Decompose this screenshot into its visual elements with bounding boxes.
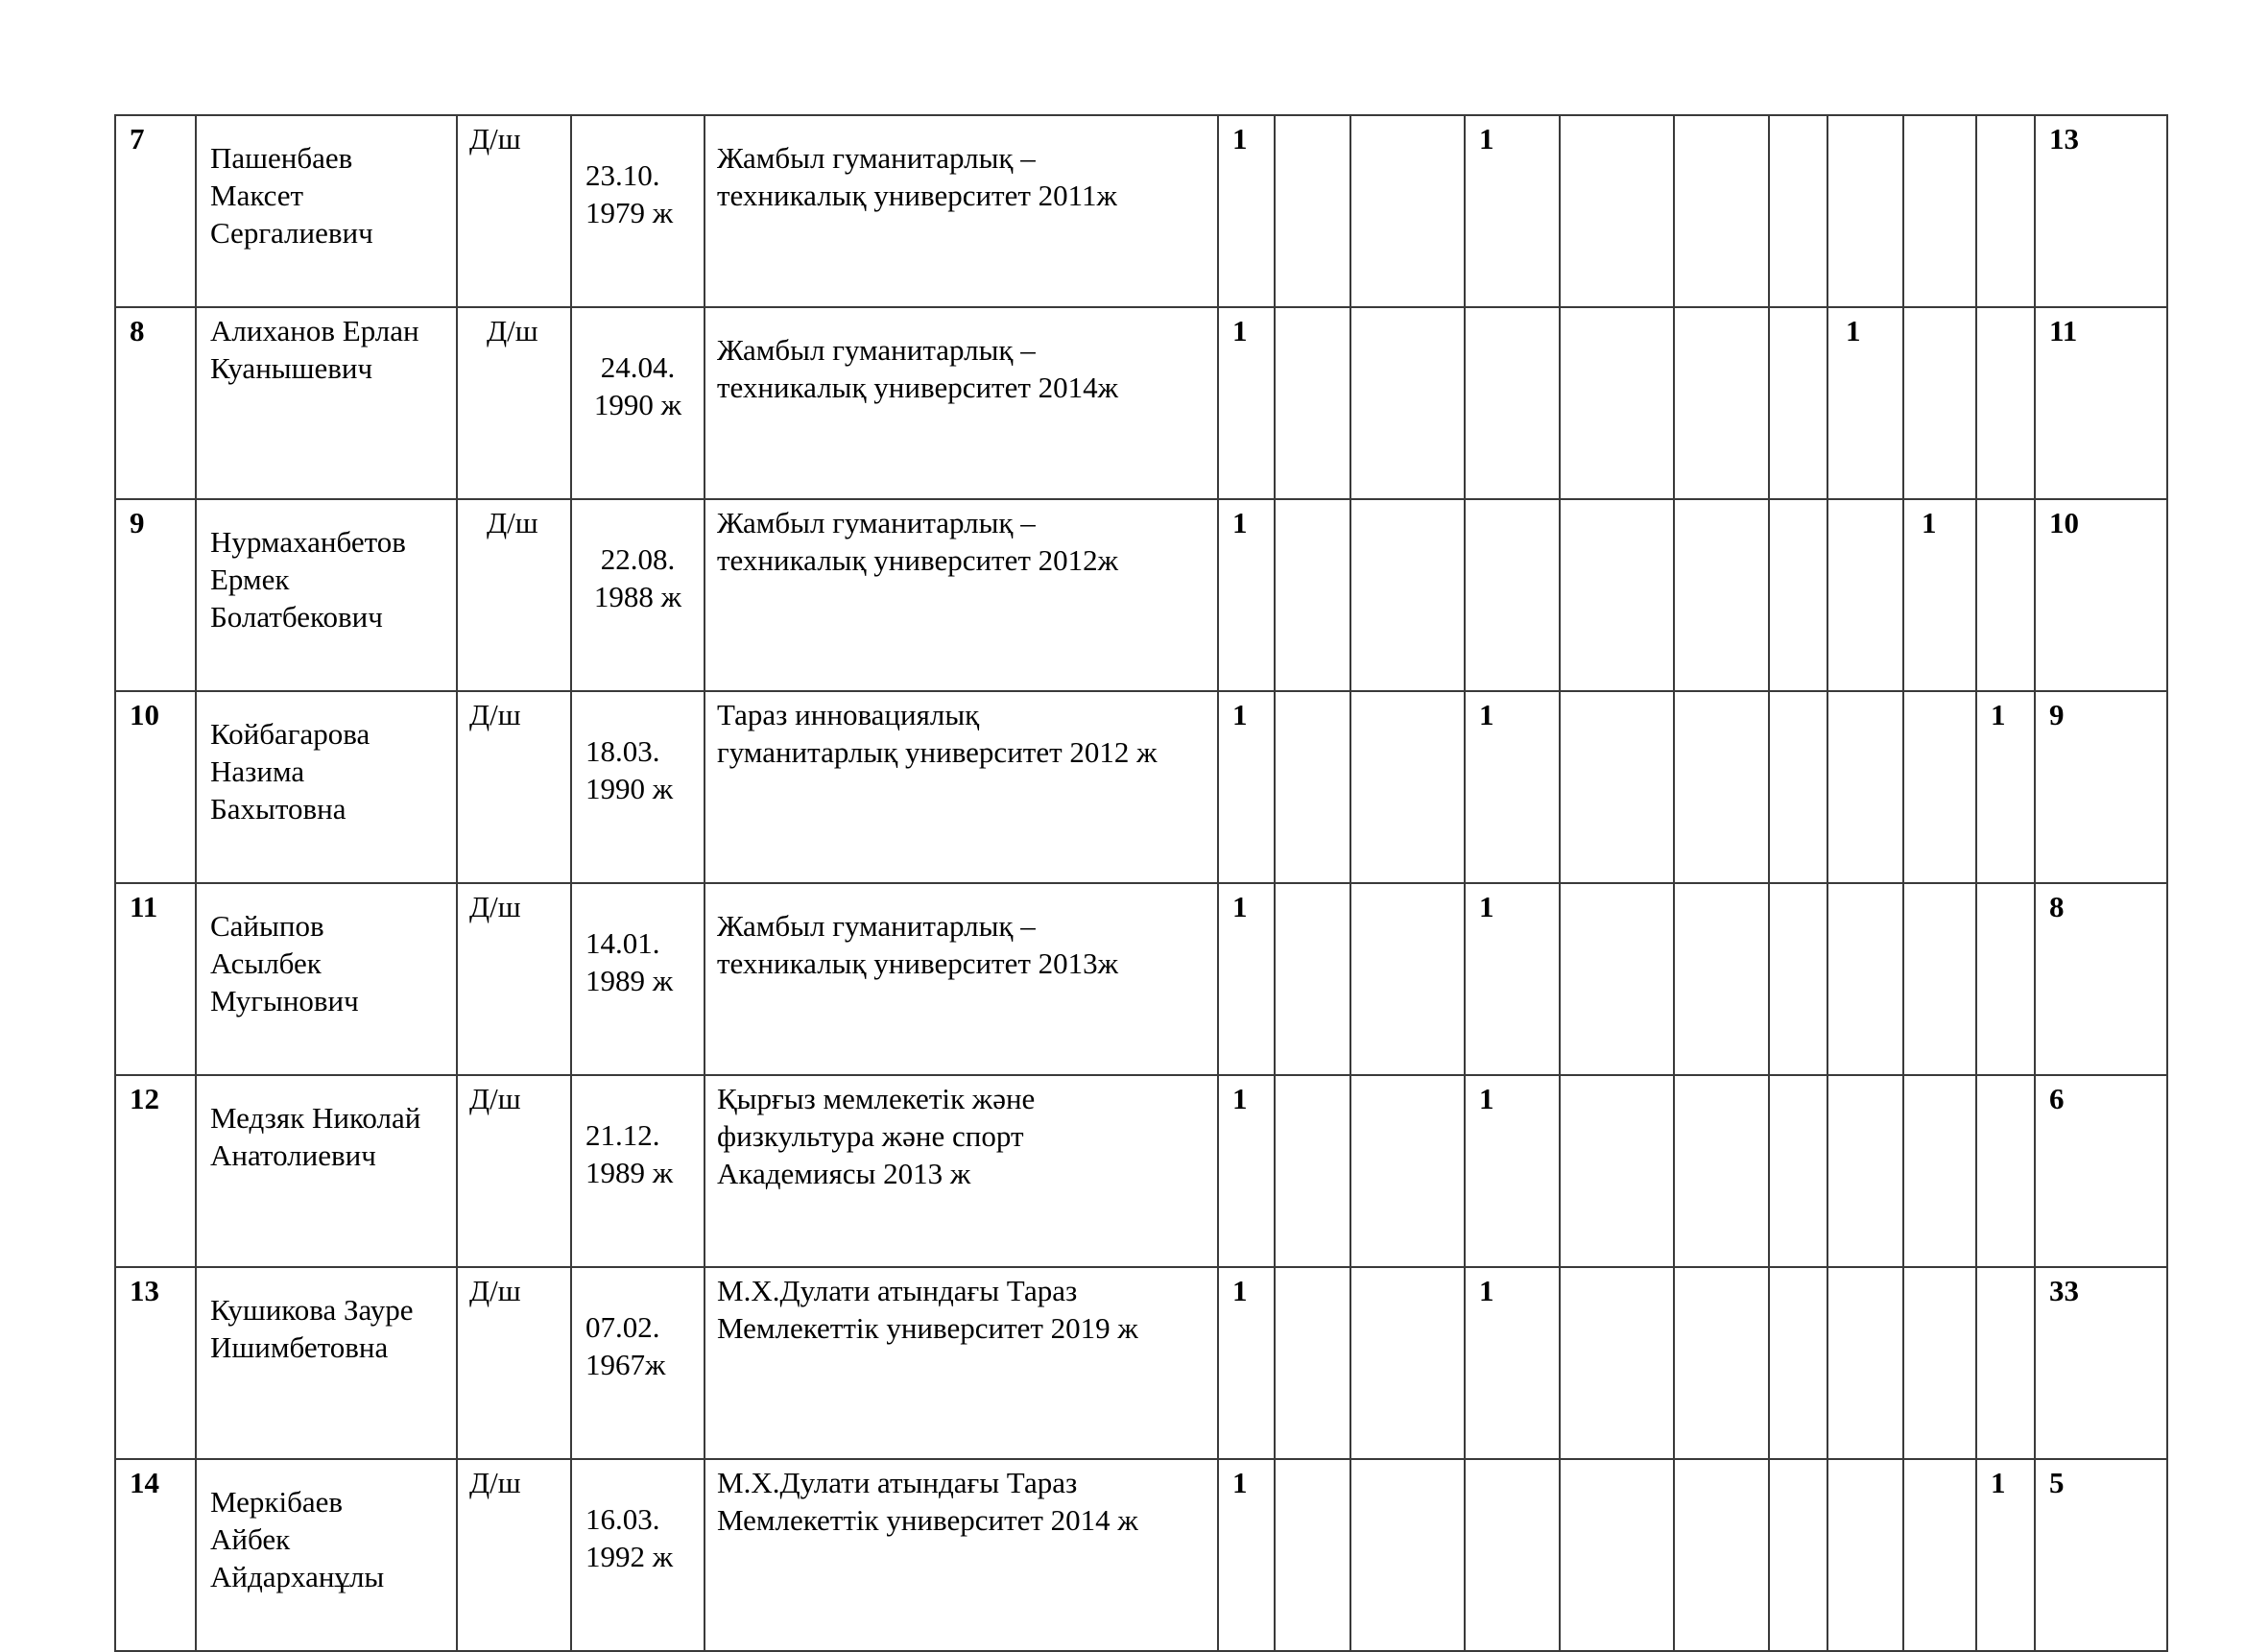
employee-name xyxy=(196,1459,457,1651)
experience-total: 8 xyxy=(2035,883,2167,1075)
education xyxy=(705,499,1218,691)
mark-cell xyxy=(1465,1459,1560,1651)
mark-cell xyxy=(1560,1267,1674,1459)
employment-status: Д/ш xyxy=(457,115,571,307)
education-line: техникалық университет 2014ж xyxy=(717,371,1119,404)
mark-cell xyxy=(1827,691,1903,883)
staff-table-body xyxy=(115,115,2167,1651)
employee-name-line: Меркібаев xyxy=(210,1485,344,1519)
mark-cell xyxy=(1465,307,1560,499)
mark-cell xyxy=(1769,115,1827,307)
mark-cell xyxy=(1275,1075,1350,1267)
employee-name-line: Медзяк Николай xyxy=(210,1101,421,1135)
birth-date-line: 1988 ж xyxy=(593,580,682,613)
employment-status: Д/ш xyxy=(457,1459,571,1651)
experience-total: 13 xyxy=(2035,115,2167,307)
mark-cell xyxy=(1976,115,2035,307)
mark-cell xyxy=(1465,499,1560,691)
education-line: М.Х.Дулати атындағы Тараз xyxy=(717,1466,1078,1499)
employment-status: Д/ш xyxy=(457,883,571,1075)
employee-name xyxy=(196,307,457,499)
mark-cell xyxy=(1674,1075,1769,1267)
education xyxy=(705,883,1218,1075)
mark-cell: 1 xyxy=(1218,1459,1275,1651)
mark-cell: 1 xyxy=(1827,307,1903,499)
row-number: 12 xyxy=(115,1075,196,1267)
birth-date-line: 1967ж xyxy=(585,1348,666,1381)
employee-name xyxy=(196,1075,457,1267)
education-line: гуманитарлық университет 2012 ж xyxy=(717,735,1158,769)
mark-cell xyxy=(1275,1459,1350,1651)
mark-cell: 1 xyxy=(1218,1075,1275,1267)
employee-name-line: Куанышевич xyxy=(210,351,373,385)
mark-cell xyxy=(1560,691,1674,883)
mark-cell xyxy=(1976,1075,2035,1267)
employee-name-line: Пашенбаев xyxy=(210,141,353,175)
experience-total: 9 xyxy=(2035,691,2167,883)
mark-cell xyxy=(1769,1459,1827,1651)
birth-date-line: 07.02. xyxy=(585,1310,660,1344)
mark-cell xyxy=(1769,499,1827,691)
table-row xyxy=(115,115,2167,307)
mark-cell xyxy=(1560,115,1674,307)
birth-date-line: 1992 ж xyxy=(585,1540,674,1573)
row-number: 8 xyxy=(115,307,196,499)
mark-cell xyxy=(1275,115,1350,307)
birth-date-line: 22.08. xyxy=(600,542,676,576)
birth-date xyxy=(571,1075,705,1267)
mark-cell xyxy=(1275,1267,1350,1459)
mark-cell xyxy=(1560,883,1674,1075)
birth-date-line: 23.10. xyxy=(585,158,660,192)
employee-name-line: Назима xyxy=(210,754,305,788)
mark-cell: 1 xyxy=(1465,115,1560,307)
mark-cell xyxy=(1674,1267,1769,1459)
employee-name-line: Сергалиевич xyxy=(210,216,373,250)
experience-total: 10 xyxy=(2035,499,2167,691)
employee-name-line: Мугынович xyxy=(210,984,359,1018)
row-number: 9 xyxy=(115,499,196,691)
employee-name xyxy=(196,691,457,883)
birth-date-line: 21.12. xyxy=(585,1118,660,1152)
mark-cell xyxy=(1275,499,1350,691)
mark-cell xyxy=(1903,1267,1976,1459)
mark-cell xyxy=(1350,1075,1465,1267)
education-line: Жамбыл гуманитарлық – xyxy=(717,909,1036,943)
birth-date-line: 1989 ж xyxy=(585,1156,674,1189)
table-row xyxy=(115,1267,2167,1459)
birth-date-line: 14.01. xyxy=(585,926,660,960)
employment-status: Д/ш xyxy=(457,499,571,691)
mark-cell: 1 xyxy=(1218,115,1275,307)
employee-name-line: Бахытовна xyxy=(210,792,346,826)
birth-date xyxy=(571,883,705,1075)
employee-name-line: Алиханов Ерлан xyxy=(210,314,419,347)
mark-cell xyxy=(1769,1075,1827,1267)
mark-cell xyxy=(1769,307,1827,499)
birth-date xyxy=(571,115,705,307)
mark-cell: 1 xyxy=(1218,1267,1275,1459)
employee-name xyxy=(196,1267,457,1459)
employee-name-line: Анатолиевич xyxy=(210,1138,376,1172)
education-line: Академиясы 2013 ж xyxy=(717,1157,971,1190)
employee-name-line: Асылбек xyxy=(210,946,322,980)
employee-name xyxy=(196,499,457,691)
mark-cell xyxy=(1769,1267,1827,1459)
education xyxy=(705,307,1218,499)
row-number: 13 xyxy=(115,1267,196,1459)
mark-cell xyxy=(1827,499,1903,691)
education-line: Жамбыл гуманитарлық – xyxy=(717,141,1036,175)
employee-name xyxy=(196,115,457,307)
mark-cell: 1 xyxy=(1218,883,1275,1075)
mark-cell xyxy=(1903,115,1976,307)
education-line: Жамбыл гуманитарлық – xyxy=(717,333,1036,367)
table-row xyxy=(115,307,2167,499)
education-line: Жамбыл гуманитарлық – xyxy=(717,506,1036,539)
mark-cell xyxy=(1903,1075,1976,1267)
mark-cell xyxy=(1560,499,1674,691)
birth-date-line: 16.03. xyxy=(585,1502,660,1536)
mark-cell: 1 xyxy=(1976,1459,2035,1651)
mark-cell xyxy=(1903,691,1976,883)
table-row xyxy=(115,1075,2167,1267)
education-line: М.Х.Дулати атындағы Тараз xyxy=(717,1274,1078,1307)
mark-cell xyxy=(1827,1075,1903,1267)
mark-cell xyxy=(1976,883,2035,1075)
education-line: техникалық университет 2012ж xyxy=(717,543,1119,577)
employee-name-line: Сайыпов xyxy=(210,909,324,943)
mark-cell xyxy=(1976,499,2035,691)
employment-status: Д/ш xyxy=(457,307,571,499)
education-line: Мемлекеттік университет 2014 ж xyxy=(717,1503,1138,1537)
birth-date xyxy=(571,499,705,691)
mark-cell xyxy=(1560,1075,1674,1267)
mark-cell xyxy=(1350,307,1465,499)
row-number: 11 xyxy=(115,883,196,1075)
mark-cell xyxy=(1827,883,1903,1075)
table-row xyxy=(115,883,2167,1075)
employee-name-line: Максет xyxy=(210,179,304,212)
table-row xyxy=(115,499,2167,691)
education-line: Қырғыз мемлекетік және xyxy=(717,1082,1036,1115)
birth-date xyxy=(571,1459,705,1651)
mark-cell: 1 xyxy=(1465,1267,1560,1459)
employee-name-line: Кушикова Зауре xyxy=(210,1293,414,1327)
mark-cell xyxy=(1827,1267,1903,1459)
staff-table xyxy=(114,114,2168,1652)
employee-name-line: Койбагарова xyxy=(210,717,370,751)
experience-total: 6 xyxy=(2035,1075,2167,1267)
mark-cell xyxy=(1350,115,1465,307)
education xyxy=(705,691,1218,883)
birth-date-line: 24.04. xyxy=(600,350,676,384)
mark-cell xyxy=(1976,307,2035,499)
employee-name-line: Нурмаханбетов xyxy=(210,525,406,559)
mark-cell: 1 xyxy=(1465,883,1560,1075)
birth-date-line: 1990 ж xyxy=(585,772,674,805)
mark-cell xyxy=(1903,307,1976,499)
employee-name-line: Айдарханұлы xyxy=(210,1560,385,1593)
mark-cell xyxy=(1827,1459,1903,1651)
mark-cell xyxy=(1769,691,1827,883)
mark-cell: 1 xyxy=(1976,691,2035,883)
mark-cell xyxy=(1560,1459,1674,1651)
mark-cell xyxy=(1674,307,1769,499)
mark-cell: 1 xyxy=(1903,499,1976,691)
employee-name-line: Айбек xyxy=(210,1522,291,1556)
mark-cell: 1 xyxy=(1218,499,1275,691)
mark-cell xyxy=(1976,1267,2035,1459)
birth-date-line: 1989 ж xyxy=(585,964,674,997)
mark-cell xyxy=(1350,1459,1465,1651)
employment-status: Д/ш xyxy=(457,1267,571,1459)
mark-cell xyxy=(1560,307,1674,499)
education xyxy=(705,115,1218,307)
employee-name xyxy=(196,883,457,1075)
mark-cell: 1 xyxy=(1465,691,1560,883)
mark-cell xyxy=(1827,115,1903,307)
mark-cell xyxy=(1674,883,1769,1075)
row-number: 14 xyxy=(115,1459,196,1651)
education-line: техникалық университет 2013ж xyxy=(717,946,1119,980)
employee-name-line: Болатбекович xyxy=(210,600,383,634)
birth-date-line: 18.03. xyxy=(585,734,660,768)
education xyxy=(705,1075,1218,1267)
mark-cell xyxy=(1674,1459,1769,1651)
mark-cell xyxy=(1350,499,1465,691)
education xyxy=(705,1267,1218,1459)
employee-name-line: Ермек xyxy=(210,563,290,596)
birth-date-line: 1990 ж xyxy=(593,388,682,421)
mark-cell xyxy=(1903,883,1976,1075)
experience-total: 11 xyxy=(2035,307,2167,499)
mark-cell: 1 xyxy=(1218,691,1275,883)
mark-cell xyxy=(1350,691,1465,883)
table-row xyxy=(115,1459,2167,1651)
mark-cell: 1 xyxy=(1218,307,1275,499)
table-row xyxy=(115,691,2167,883)
mark-cell xyxy=(1674,691,1769,883)
education-line: Мемлекеттік университет 2019 ж xyxy=(717,1311,1138,1345)
employment-status: Д/ш xyxy=(457,1075,571,1267)
birth-date-line: 1979 ж xyxy=(585,196,674,229)
mark-cell xyxy=(1674,115,1769,307)
row-number: 10 xyxy=(115,691,196,883)
education xyxy=(705,1459,1218,1651)
education-line: техникалық университет 2011ж xyxy=(717,179,1117,212)
birth-date xyxy=(571,1267,705,1459)
row-number: 7 xyxy=(115,115,196,307)
mark-cell xyxy=(1350,1267,1465,1459)
employee-name-line: Ишимбетовна xyxy=(210,1330,389,1364)
mark-cell xyxy=(1275,883,1350,1075)
education-line: Тараз инновациялық xyxy=(717,698,980,731)
mark-cell: 1 xyxy=(1465,1075,1560,1267)
experience-total: 33 xyxy=(2035,1267,2167,1459)
mark-cell xyxy=(1674,499,1769,691)
mark-cell xyxy=(1350,883,1465,1075)
employment-status: Д/ш xyxy=(457,691,571,883)
birth-date xyxy=(571,307,705,499)
birth-date xyxy=(571,691,705,883)
mark-cell xyxy=(1275,307,1350,499)
mark-cell xyxy=(1903,1459,1976,1651)
mark-cell xyxy=(1275,691,1350,883)
education-line: физкультура және спорт xyxy=(717,1119,1024,1153)
experience-total: 5 xyxy=(2035,1459,2167,1651)
mark-cell xyxy=(1769,883,1827,1075)
